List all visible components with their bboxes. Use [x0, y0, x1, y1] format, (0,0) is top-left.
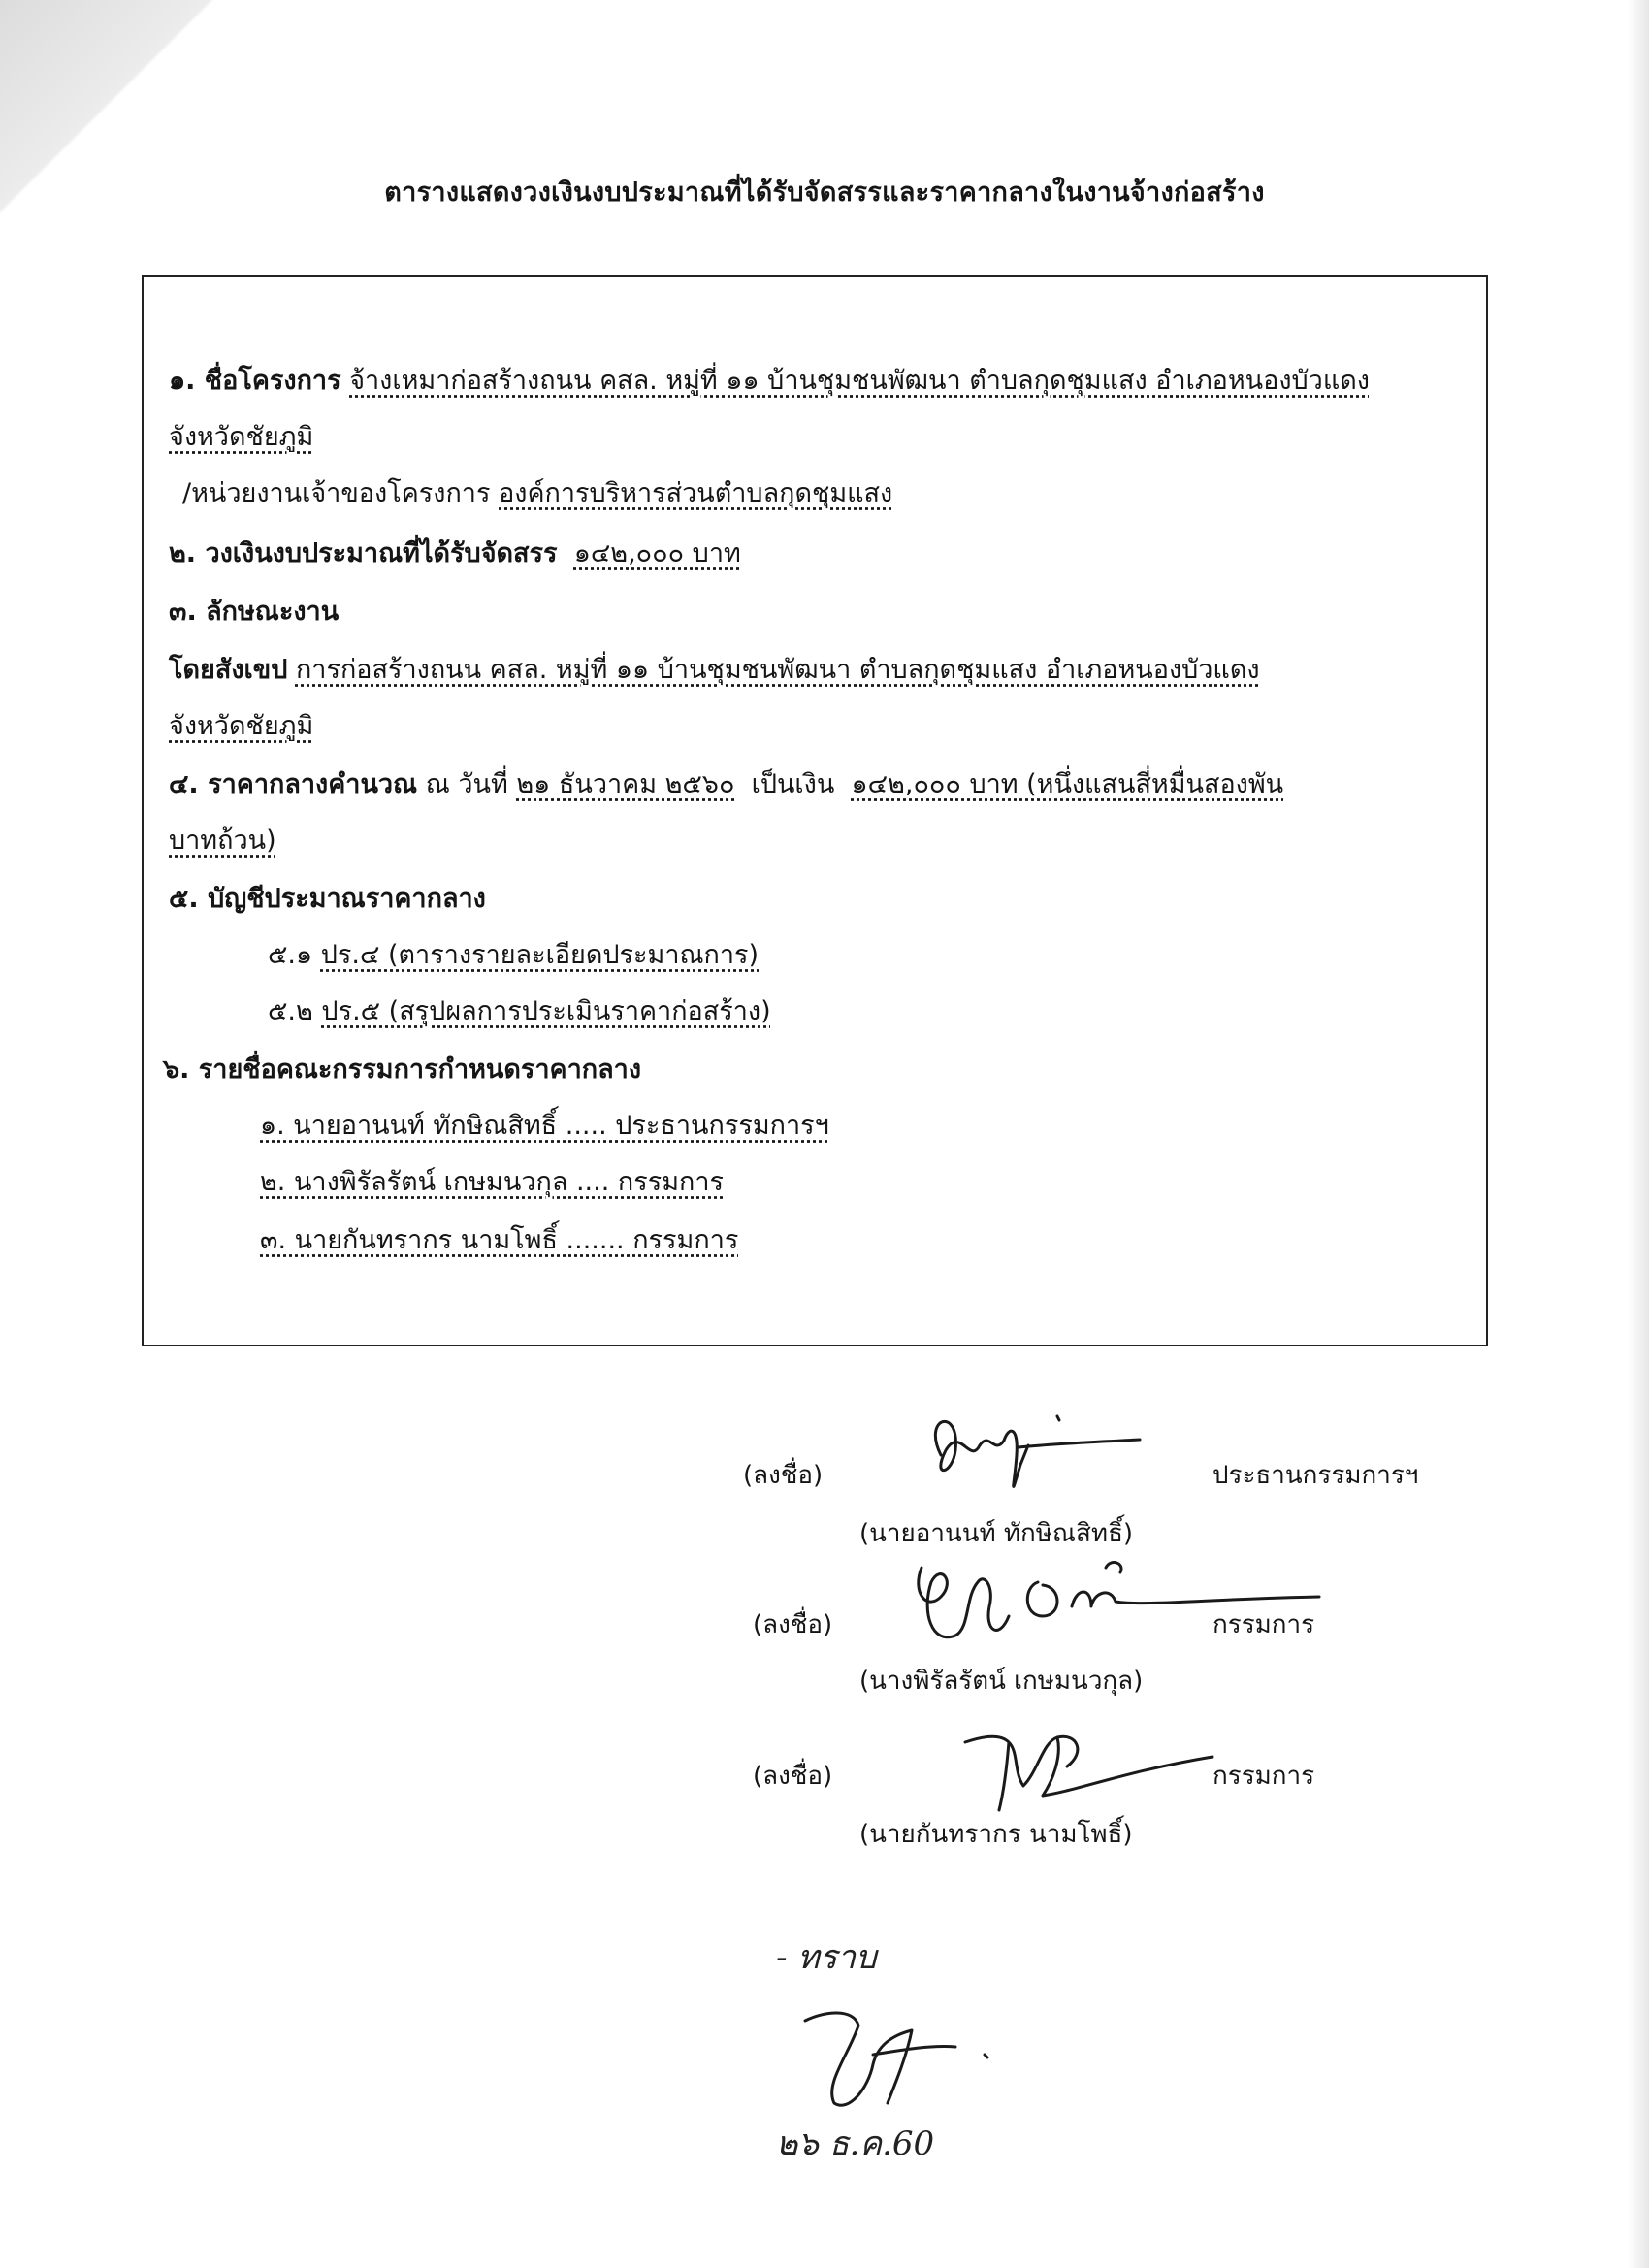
agency-label: /หน่วยงานเจ้าของโครงการ	[182, 478, 491, 508]
median-price-row	[169, 762, 1283, 804]
amount-prefix: เป็นเงิน	[751, 769, 835, 799]
work-type-label: ๓. ลักษณะงาน	[169, 597, 340, 627]
median-price-amount: ๑๔๒,๐๐๐ บาท (หนึ่งแสนสี่หมื่นสองพัน	[851, 769, 1284, 799]
committee-member: ๓. นายกันทรากร นามโพธิ์ ....... กรรมการ	[260, 1225, 739, 1255]
sign-label: (ลงชื่อ)	[753, 1610, 833, 1639]
details-box	[142, 275, 1488, 1346]
budget-value: ๑๔๒,๐๐๐ บาท	[573, 538, 741, 568]
price-list-label: ๕. บัญชีประมาณราคากลาง	[169, 884, 486, 914]
median-price-date: ๒๑ ธันวาคม ๒๕๖๐	[516, 769, 735, 799]
approver-signature	[786, 1996, 1009, 2122]
folded-corner	[0, 0, 233, 291]
price-list-item	[268, 933, 759, 975]
signature-member-2	[951, 1713, 1222, 1820]
committee-member: ๑. นายอานนท์ ทักษิณสิทธิ์ ..... ประธานกรรมการฯ	[260, 1111, 829, 1141]
project-name-value: จ้างเหมาก่อสร้างถนน คสล. หมู่ที่ ๑๑ บ้านชุมชนพัฒนา ตำบลกุดชุมแสง อำเภอหนองบัวแดง	[349, 366, 1370, 396]
budget-row	[169, 532, 741, 573]
sign-role: กรรมการ	[1212, 1610, 1315, 1639]
signer-name: (นายอานนท์ ทักษิณสิทธิ์)	[859, 1519, 1134, 1548]
page-title: ตารางแสดงวงเงินงบประมาณที่ได้รับจัดสรรและราคากลางในงานจ้างก่อสร้าง	[384, 178, 1265, 208]
sign-role: ประธานกรรมการฯ	[1212, 1461, 1419, 1490]
price-list-item-text: ปร.๕ (สรุปผลการประเมินราคาก่อสร้าง)	[321, 996, 771, 1026]
agency-value: องค์การบริหารส่วนตำบลกุดชุมแสง	[499, 478, 893, 508]
median-price-amount-cont: บาทถ้วน)	[169, 826, 276, 856]
sign-label: (ลงชื่อ)	[743, 1461, 824, 1490]
committee-label: ๖. รายชื่อคณะกรรมการกำหนดราคากลาง	[163, 1054, 642, 1085]
price-list-item-num: ๕.๒	[268, 996, 313, 1026]
summary-label: โดยสังเขป	[169, 655, 288, 685]
approval-note: - ทราบ	[776, 1938, 877, 1977]
price-list-item-num: ๕.๑	[268, 940, 313, 970]
summary-value-cont: จังหวัดชัยภูมิ	[169, 711, 314, 741]
project-name-label: ๑. ชื่อโครงการ	[169, 366, 341, 396]
signer-name: (นางพิรัลรัตน์ เกษมนวกุล)	[859, 1667, 1144, 1696]
sign-label: (ลงชื่อ)	[753, 1762, 833, 1791]
price-list-item-text: ปร.๔ (ตารางรายละเอียดประมาณการ)	[320, 940, 760, 970]
summary-value: การก่อสร้างถนน คสล. หมู่ที่ ๑๑ บ้านชุมชนพัฒนา ตำบลกุดชุมแสง อำเภอหนองบัวแดง	[295, 655, 1260, 685]
scan-edge-shadow	[1628, 0, 1649, 2268]
signature-chairman	[912, 1397, 1145, 1513]
price-list-item	[268, 989, 771, 1031]
signer-name: (นายกันทรากร นามโพธิ์)	[859, 1820, 1133, 1849]
approval-date: ๒๖ ธ.ค.60	[776, 2124, 935, 2163]
project-name-value-cont: จังหวัดชัยภูมิ	[169, 422, 314, 452]
agency-row	[182, 471, 892, 513]
budget-label: ๒. วงเงินงบประมาณที่ได้รับจัดสรร	[169, 538, 558, 568]
signature-member-1	[902, 1539, 1329, 1665]
median-price-label: ๔. ราคากลางคำนวณ	[169, 769, 418, 799]
summary-row	[169, 648, 1260, 690]
committee-member: ๒. นางพิรัลรัตน์ เกษมนวกุล .... กรรมการ	[260, 1167, 725, 1197]
project-name-row	[169, 359, 1370, 401]
sign-role: กรรมการ	[1212, 1762, 1315, 1791]
date-prefix: ณ วันที่	[425, 769, 508, 799]
